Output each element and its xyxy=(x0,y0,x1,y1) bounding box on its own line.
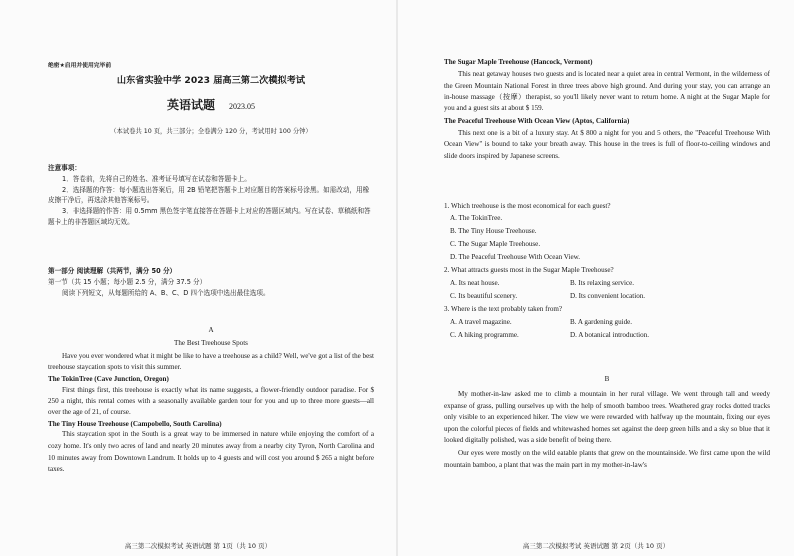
question-2-options-row xyxy=(444,277,770,289)
notice-block xyxy=(48,163,374,228)
page-2-footer: 高三第二次模拟考试 英语试题 第 2页（共 10 页） xyxy=(522,542,670,550)
subject-title: 英语试题 xyxy=(166,98,215,112)
passage-b-paragraph: My mother-in-law asked me to climb a mountain in her rural village. We went through tall and weedy expanse of grass, pulling ourselves up with the help of smooth bamboo trees. Weathered gray rocks dotted tracks only visible to an experienced hiker. The view we were rewarded with halfway up the mountain, fixing our eyes upon the colorful pieces of fields and whitewashed homes set against the deep green hills and a sky so blue that it looked digitally polished, was a side benefit of being there. xyxy=(444,390,770,445)
notice-title: 注意事项： xyxy=(48,164,81,172)
heading-tokintree: The TokinTree (Cave Junction, Oregon) xyxy=(48,375,169,384)
passage-b-label: B xyxy=(604,375,610,383)
option: B. A gardening guide. xyxy=(570,318,633,326)
question-1-options xyxy=(444,212,770,264)
notice-item: 2．选择题的作答：每小题选出答案后，用 2B 铅笔把答题卡上对应题目的答案标号涂黑。如需改动，用橡皮擦干净后，再选涂其他答案标号。 xyxy=(48,185,370,205)
question-2-options-row xyxy=(444,290,770,302)
page-1-footer: 高三第二次模拟考试 英语试题 第 1页（共 10 页） xyxy=(124,542,272,550)
option: B. Its relaxing service. xyxy=(570,279,635,287)
heading-peaceful-treehouse: The Peaceful Treehouse With Ocean View (Aptos, California) xyxy=(444,116,630,125)
intro-paragraph: Have you ever wondered what it might be like to have a treehouse as a child? Well, we've got a list of the best treehouse staycation spots to visit this summer. xyxy=(48,352,374,372)
passage-title: The Best Treehouse Spots xyxy=(174,339,248,347)
option: C. A hiking programme. xyxy=(450,331,519,339)
option: D. The Peaceful Treehouse With Ocean View. xyxy=(450,253,581,261)
paragraph-sugar-maple: This neat getaway houses two guests and is located near a quiet area in central Vermont, in the wilderness of the Green Mountain National Forest in three trees above high ground. And during your stay, you can arrange an in-house massage（按摩）therapist, so you'll likely never want to return home. A night at the Sugar Maple for you and a guest sits at about $ 159. xyxy=(444,70,770,113)
option: A. Its neat house. xyxy=(450,279,500,287)
passage-b-paragraph: Our eyes were mostly on the wild eatable plants that grew on the mountainside. We first came upon the wild mountain bamboo, a plant that was the main part in my mother-in-law's xyxy=(444,448,770,469)
question-3: 3. Where is the text probably taken from? xyxy=(444,305,563,313)
heading-sugar-maple: The Sugar Maple Treehouse (Hancock, Vermont) xyxy=(444,58,593,66)
exam-info: （本试卷共 10 页，共三部分；全卷满分 120 分，考试用时 100 分钟） xyxy=(110,128,312,135)
question-1: 1. Which treehouse is the most economical for each guest? xyxy=(444,202,611,210)
secret-mark: 绝密★启用并使用完毕前 xyxy=(48,63,112,69)
exam-date: 2023.05 xyxy=(229,102,255,111)
page-2 xyxy=(398,0,794,556)
option: C. Its beautiful scenery. xyxy=(450,292,518,300)
question-2: 2. What attracts guests most in the Sugar Maple Treehouse? xyxy=(444,266,614,274)
option: C. The Sugar Maple Treehouse. xyxy=(450,240,541,248)
paragraph-peaceful-treehouse: This next one is a bit of a luxury stay. At $ 800 a night for you and 5 others, the "Peaceful Treehouse With Ocean View" is bound to take your breath away. This house in the trees is full of floor-to-ceiling windows and slide doors inspired by Japanese screens. xyxy=(444,129,770,160)
notice-item: 3．非选择题的作答：用 0.5mm 黑色签字笔直接答在答题卡上对应的答题区域内。写在试卷、草稿纸和答题卡上的非答题区域均无效。 xyxy=(48,207,371,226)
paragraph-tiny-house: This staycation spot in the South is a great way to be immersed in nature while enjoying the comfort of a cozy home. It's only two acres of land and nearly 20 minutes away from a nearby city Tyron, North Carolina and 10 minutes away from Downtown Landrum. It holds up to 4 guests and will cost you around $ 265 a night before taxes. xyxy=(48,430,374,474)
option: A. A travel magazine. xyxy=(450,318,512,326)
option: D. A botanical introduction. xyxy=(570,331,650,339)
passage-b-body xyxy=(444,389,770,471)
paragraph-tokintree: First things first, this treehouse is exactly what its name suggests, a flower-friendly outdoor paradise. For $ 250 a night, this rental comes with a seasonally available garden tour for you and up to three more guests—all over the age of 21, of course. xyxy=(48,385,374,417)
option: A. The TokinTree. xyxy=(450,214,503,222)
option: D. Its convenient location. xyxy=(570,292,646,300)
subject-line xyxy=(48,96,374,114)
passage-label: A xyxy=(208,326,214,334)
part1-title: 第一部分 阅读理解（共两节，满分 50 分） xyxy=(48,267,177,275)
page-1 xyxy=(0,0,396,556)
heading-tiny-house: The Tiny House Treehouse (Campobello, South Carolina) xyxy=(48,420,222,429)
passage-a-body xyxy=(48,351,374,476)
school-title: 山东省实验中学 2023 届高三第二次模拟考试 xyxy=(116,75,306,86)
passage-a-continued xyxy=(444,57,770,162)
question-3-options-row xyxy=(444,329,770,341)
option: B. The Tiny House Treehouse. xyxy=(450,227,537,235)
section1-title: 第一节（共 15 小题；每小题 2.5 分，满分 37.5 分） xyxy=(48,278,207,287)
section1-instructions: 阅读下列短文，从每题所给的 A、B、C、D 四个选项中选出最佳选项。 xyxy=(62,289,270,298)
part-1-header xyxy=(48,266,374,300)
question-3-options-row xyxy=(444,316,770,328)
questions-block xyxy=(444,200,770,341)
notice-item: 1．答卷前，先将自己的姓名、准考证号填写在试卷和答题卡上。 xyxy=(62,174,251,183)
